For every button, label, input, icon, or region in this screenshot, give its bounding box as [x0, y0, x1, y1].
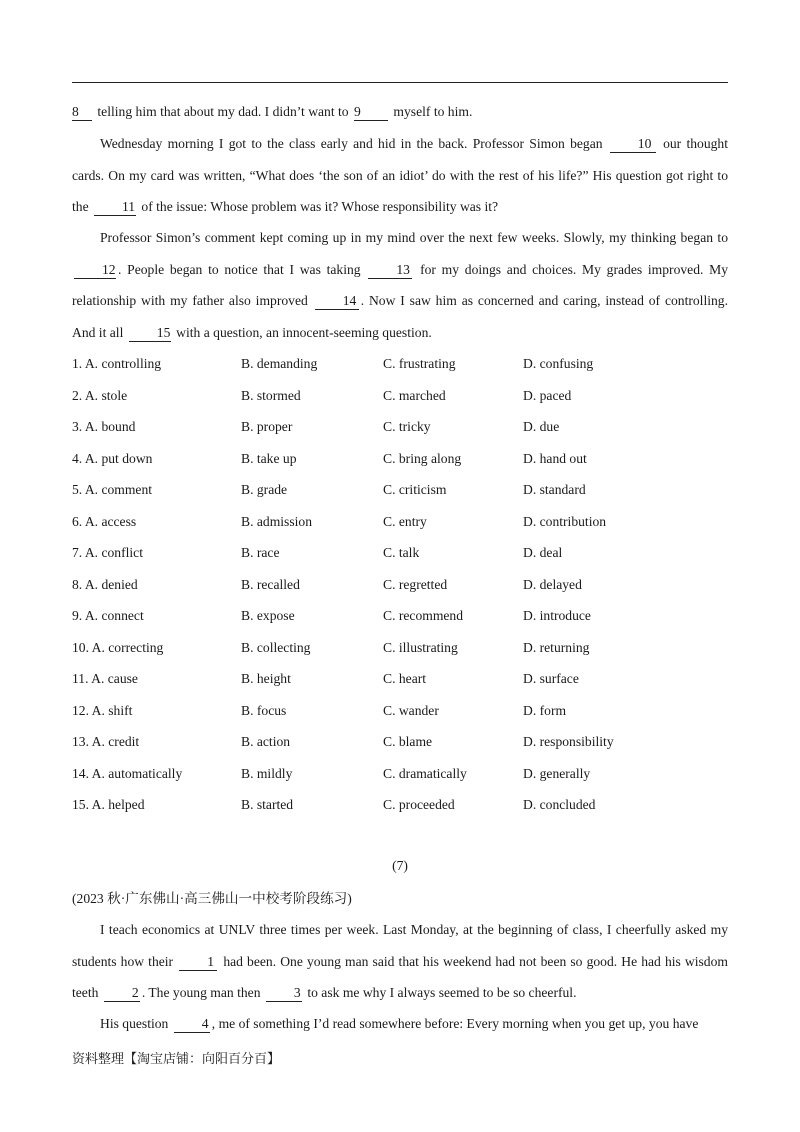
option-c: C. heart [383, 671, 427, 686]
option-a: 4. A. put down [72, 450, 153, 466]
option-row [72, 726, 728, 758]
option-a: 13. A. credit [72, 734, 140, 749]
option-d: D. introduce [523, 608, 591, 623]
text: myself to him. [393, 104, 473, 119]
blank-14: 14 [315, 292, 359, 310]
option-c: C. proceeded [383, 797, 455, 812]
option-b: B. grade [241, 482, 288, 497]
text: . People began to notice that I was taking [118, 261, 361, 277]
option-a: 15. A. helped [72, 797, 145, 812]
option-b: B. focus [241, 702, 287, 718]
blank-1: 1 [179, 953, 217, 971]
section7-paragraph-1 [72, 914, 728, 1009]
option-a: 5. A. comment [72, 482, 153, 497]
option-a: 8. A. denied [72, 576, 138, 592]
option-d: D. standard [523, 482, 586, 497]
option-a: 6. A. access [72, 513, 137, 529]
option-a: 7. A. conflict [72, 545, 143, 560]
text: with a question, an innocent-seeming question. [176, 324, 432, 340]
option-d: D. surface [523, 671, 579, 686]
option-d: D. concluded [523, 797, 596, 812]
option-d: D. generally [523, 765, 591, 781]
option-c: C. illustrating [383, 639, 458, 655]
option-row [72, 380, 728, 412]
text: His question [100, 1016, 169, 1031]
passage-paragraph-1 [72, 96, 728, 128]
option-row [72, 474, 728, 506]
option-b: B. collecting [241, 639, 311, 655]
passage-paragraph-3 [72, 222, 728, 348]
option-row [72, 695, 728, 727]
text: telling him that about my dad. I didn’t want to [97, 104, 349, 119]
blank-10: 10 [610, 135, 656, 153]
blank-12: 12 [74, 261, 116, 279]
option-a: 1. A. controlling [72, 356, 162, 371]
option-c: C. tricky [383, 419, 431, 434]
blank-8: 8 [72, 103, 92, 121]
option-a: 12. A. shift [72, 702, 133, 718]
blank-3: 3 [266, 984, 302, 1002]
text: of the issue: Whose problem was it? Whose responsibility was it? [141, 199, 499, 214]
text: . Now I saw him as concerned and caring, instead of controlling. And it all [72, 293, 729, 340]
option-c: C. wander [383, 702, 439, 718]
option-c: C. dramatically [383, 765, 467, 781]
question-source: (2023 秋·广东佛山·高三佛山一中校考阶段练习) [72, 891, 352, 906]
option-a: 2. A. stole [72, 387, 128, 403]
option-c: C. talk [383, 545, 420, 560]
option-b: B. expose [241, 608, 295, 623]
option-b: B. stormed [241, 387, 301, 403]
option-d: D. returning [523, 639, 590, 655]
text: . The young man then [141, 985, 261, 1000]
option-b: B. action [241, 734, 291, 749]
option-row [72, 789, 728, 821]
option-row [72, 632, 728, 664]
option-c: C. recommend [383, 608, 464, 623]
option-b: B. proper [241, 419, 293, 434]
option-a: 3. A. bound [72, 419, 136, 434]
text: had been. One young man said that his weekend had not been so good. He had his wisdom teeth [72, 953, 728, 1000]
option-d: D. delayed [523, 576, 582, 592]
option-c: C. bring along [383, 450, 462, 466]
option-c: C. marched [383, 387, 446, 403]
header-rule [72, 82, 728, 83]
option-row [72, 443, 728, 475]
option-d: D. hand out [523, 450, 587, 466]
text: , me of something I’d read somewhere before: Every morning when you get up, you have [211, 1016, 699, 1031]
option-b: B. height [241, 671, 291, 686]
option-row [72, 569, 728, 601]
option-b: B. admission [241, 513, 312, 529]
option-row [72, 348, 728, 380]
section-number: (7) [392, 858, 408, 873]
option-c: C. criticism [383, 482, 447, 497]
option-row [72, 600, 728, 632]
blank-2: 2 [104, 984, 140, 1002]
footer-credit: 资料整理【淘宝店铺：向阳百分百】 [72, 1052, 281, 1067]
option-row [72, 663, 728, 695]
option-a: 14. A. automatically [72, 765, 183, 781]
option-c: C. blame [383, 734, 433, 749]
text: Professor Simon’s comment kept coming up in my mind over the next few weeks. Slowly, my thinking began to [100, 230, 728, 245]
blank-15: 15 [129, 324, 171, 342]
option-b: B. recalled [241, 576, 300, 592]
option-row [72, 537, 728, 569]
option-d: D. contribution [523, 513, 607, 529]
option-a: 11. A. cause [72, 671, 138, 686]
text: for my doings and choices. My grades improved. My relationship with my father also improved [72, 261, 729, 308]
option-d: D. form [523, 702, 567, 718]
option-a: 10. A. correcting [72, 639, 164, 655]
option-row [72, 758, 728, 790]
text: our thought cards. On my card was written, “What does ‘the son of an idiot’ do with the rest of his life?” His question got right to the [72, 136, 728, 214]
option-a: 9. A. connect [72, 608, 144, 623]
option-d: D. responsibility [523, 734, 614, 749]
option-b: B. race [241, 545, 280, 560]
option-row [72, 411, 728, 443]
option-c: C. regretted [383, 576, 448, 592]
blank-11: 11 [94, 198, 136, 216]
blank-13: 13 [368, 261, 412, 279]
option-d: D. confusing [523, 356, 594, 371]
section7-paragraph-2 [72, 1008, 728, 1040]
passage-paragraph-2 [72, 128, 728, 223]
option-c: C. entry [383, 513, 427, 529]
option-b: B. mildly [241, 765, 293, 781]
option-b: B. started [241, 797, 294, 812]
text: to ask me why I always seemed to be so cheerful. [307, 985, 577, 1000]
blank-4: 4 [174, 1015, 210, 1033]
options-list [72, 348, 728, 821]
text: I teach economics at UNLV three times per week. Last Monday, at the beginning of class, I cheerfully asked my students how their [72, 922, 728, 969]
option-c: C. frustrating [383, 356, 456, 371]
text: Wednesday morning I got to the class early and hid in the back. Professor Simon began [100, 136, 603, 151]
blank-9: 9 [354, 103, 388, 121]
option-d: D. paced [523, 387, 572, 403]
option-d: D. due [523, 419, 560, 434]
option-b: B. take up [241, 450, 297, 466]
option-row [72, 506, 728, 538]
option-b: B. demanding [241, 356, 318, 371]
option-d: D. deal [523, 545, 563, 560]
